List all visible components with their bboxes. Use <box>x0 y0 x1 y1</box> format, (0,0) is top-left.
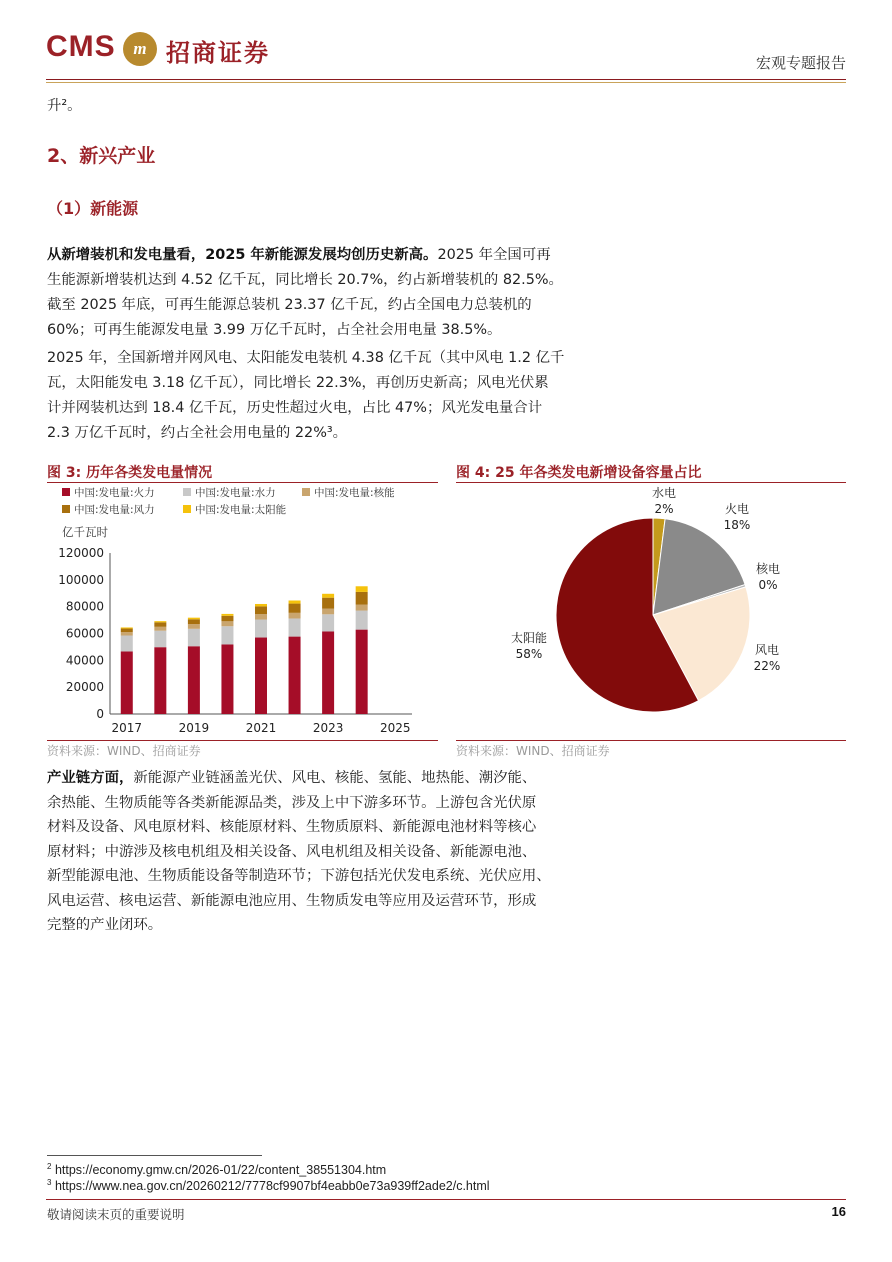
header-divider-accent <box>46 82 846 83</box>
y-tick-label: 100000 <box>58 572 104 587</box>
x-tick-label: 2025 <box>379 721 411 735</box>
bar-segment <box>289 604 301 613</box>
subsection-heading: （1）新能源 <box>47 199 139 218</box>
legend-label: 中国:发电量:核能 <box>314 487 395 499</box>
legend-swatch <box>62 505 70 513</box>
pie-slice-name: 核电 <box>755 562 781 576</box>
figure-3-top-rule <box>47 482 438 483</box>
bar-segment <box>121 632 133 635</box>
x-tick-label: 2019 <box>178 721 210 735</box>
bar-segment <box>154 621 166 622</box>
bar-segment <box>356 592 368 605</box>
bar-segment <box>356 611 368 630</box>
section-heading: 2、新兴产业 <box>47 145 156 167</box>
paragraph-3-line: 材料及设备、风电原材料、核能原材料、生物质原料、新能源电池材料等核心 <box>47 819 537 835</box>
bar-segment <box>255 604 267 606</box>
bar-segment <box>255 620 267 638</box>
paragraph-3-line: 新型能源电池、生物质能设备等制造环节；下游包括光伏发电系统、光伏应用、 <box>47 868 551 884</box>
bar-segment <box>322 609 334 615</box>
bar-segment <box>188 646 200 714</box>
bar-segment <box>322 594 334 598</box>
bar-segment <box>121 636 133 652</box>
bar-segment <box>154 622 166 626</box>
figure-4-bottom-rule <box>456 740 846 741</box>
bar-segment <box>121 629 133 633</box>
figure-4-title: 图 4: 25 年各类发电新增设备容量占比 <box>456 465 702 481</box>
bar-segment <box>289 637 301 714</box>
bar-segment <box>188 624 200 629</box>
page-number: 16 <box>831 1204 846 1219</box>
legend-swatch <box>183 488 191 496</box>
bar-segment <box>188 629 200 646</box>
report-type: 宏观专题报告 <box>755 54 846 72</box>
x-tick-label: 2023 <box>312 721 344 735</box>
pie-slice-label: 18% <box>723 518 751 532</box>
bar-chart <box>47 540 438 740</box>
bar-segment <box>356 630 368 714</box>
carry-over-line: 升²。 <box>47 98 82 114</box>
bar-segment <box>121 627 133 628</box>
legend-swatch <box>62 488 70 496</box>
paragraph-3-lead: 产业链方面， <box>47 770 134 786</box>
bar-segment <box>221 645 233 714</box>
footnote-number: 2 <box>47 1162 52 1171</box>
bar-segment <box>221 626 233 644</box>
paragraph-1-line: 60%；可再生能源发电量 3.99 万亿千瓦时，占全社会用电量 38.5%。 <box>47 322 502 338</box>
brand-logo-icon: m <box>123 32 157 66</box>
paragraph-2-line: 计并网装机达到 18.4 亿千瓦，历史性超过火电，占比 47%；风光发电量合计 <box>47 400 543 416</box>
legend-item <box>62 485 155 500</box>
paragraph-2-line: 2.3 万亿千瓦时，约占全社会用电量的 22%³。 <box>47 425 348 441</box>
x-tick-label: 2017 <box>111 721 143 735</box>
footnote-number: 3 <box>47 1178 52 1187</box>
bar-segment <box>289 600 301 603</box>
pie-slice-name: 火电 <box>724 502 750 516</box>
bar-segment <box>221 616 233 622</box>
legend-item <box>183 485 276 500</box>
bar-segment <box>322 598 334 609</box>
footnote <box>47 1162 386 1177</box>
bar-segment <box>322 631 334 714</box>
figure-4-source: 资料来源：WIND、招商证券 <box>456 744 610 758</box>
bar-segment <box>121 651 133 714</box>
legend-label: 中国:发电量:火力 <box>74 487 155 499</box>
bar-segment <box>221 621 233 626</box>
figure-4-top-rule <box>456 482 846 483</box>
y-tick-label: 80000 <box>65 599 104 614</box>
legend-label: 中国:发电量:太阳能 <box>195 504 287 516</box>
legend-swatch <box>302 488 310 496</box>
pie-chart <box>456 484 846 740</box>
footer-disclaimer: 敬请阅读末页的重要说明 <box>47 1207 185 1222</box>
paragraph-1-lead: 从新增装机和发电量看，2025 年新能源发展均创历史新高。 <box>47 247 438 263</box>
y-tick-label: 120000 <box>58 546 104 560</box>
bar-segment <box>154 631 166 648</box>
bar-segment <box>322 614 334 631</box>
y-tick-label: 0 <box>96 707 104 721</box>
paragraph-1-line: 生能源新增装机达到 4.52 亿千瓦，同比增长 20.7%，约占新增装机的 82.5%。 <box>47 272 563 288</box>
paragraph-3-line: 原材料；中游涉及核电机组及相关设备、风电机组及相关设备、新能源电池、 <box>47 843 537 860</box>
bar-segment <box>255 638 267 714</box>
figure-3-bottom-rule <box>47 740 438 741</box>
legend-label: 中国:发电量:风力 <box>74 504 155 516</box>
figure-3-title: 图 3: 历年各类发电量情况 <box>47 465 213 481</box>
paragraph-3-line: 新能源产业链涵盖光伏、风电、核能、氢能、地热能、潮汐能、 <box>133 770 537 786</box>
paragraph-1 <box>47 243 607 343</box>
bar-segment <box>154 627 166 631</box>
bar-segment <box>154 647 166 714</box>
bar-segment <box>188 619 200 624</box>
paragraph-2-line: 2025 年，全国新增并网风电、太阳能发电装机 4.38 亿千瓦（其中风电 1.2 亿千 <box>47 350 565 366</box>
paragraph-3-line: 余热能、生物质能等各类新能源品类，涉及上中下游多环节。上游包含光伏原 <box>47 794 537 811</box>
bar-segment <box>255 606 267 614</box>
footnote-link[interactable]: https://www.nea.gov.cn/20260212/7778cf9907bf4eabb0e73a939ff2ade2/c.html <box>54 1179 490 1194</box>
footer-divider <box>46 1199 846 1200</box>
paragraph-3 <box>47 766 617 938</box>
pie-slice-name: 风电 <box>754 643 780 657</box>
bar-segment <box>255 614 267 620</box>
brand-logo-text: CMS <box>46 30 116 63</box>
bar-segment <box>188 618 200 620</box>
legend-item <box>62 502 155 517</box>
pie-slice-name: 水电 <box>651 486 677 500</box>
paragraph-1-line: 截至 2025 年底，可再生能源总装机 23.37 亿千瓦，约占全国电力总装机的 <box>47 297 532 313</box>
pie-slice-label: 2% <box>654 502 674 516</box>
footnote <box>47 1178 490 1193</box>
pie-slice-label: 0% <box>758 578 778 592</box>
paragraph-3-line: 风电运营、核电运营、新能源电池应用、生物质发电等应用及运营环节，形成 <box>47 892 537 909</box>
y-axis-unit-label: 亿千瓦时 <box>62 525 108 539</box>
pie-slice-name: 太阳能 <box>510 631 548 645</box>
paragraph-1-line: 2025 年全国可再 <box>437 247 551 263</box>
y-tick-label: 60000 <box>65 626 104 641</box>
legend-item <box>183 502 286 517</box>
pie-slice-label: 58% <box>515 647 543 661</box>
y-tick-label: 40000 <box>65 653 104 668</box>
x-tick-label: 2021 <box>245 721 277 735</box>
footnote-divider <box>47 1155 262 1156</box>
legend-swatch <box>183 505 191 513</box>
bar-segment <box>289 613 301 619</box>
legend-label: 中国:发电量:水力 <box>195 487 276 499</box>
paragraph-2-line: 瓦，太阳能发电 3.18 亿千瓦），同比增长 22.3%，再创历史新高；风电光伏累 <box>47 375 549 391</box>
bar-segment <box>356 605 368 611</box>
paragraph-3-line: 完整的产业闭环。 <box>47 917 163 933</box>
bar-segment <box>289 618 301 636</box>
pie-slice-label: 22% <box>753 659 781 673</box>
y-tick-label: 20000 <box>65 680 104 695</box>
brand-name: 招商证券 <box>166 38 270 67</box>
bar-segment <box>356 586 368 592</box>
figure-3-source: 资料来源：WIND、招商证券 <box>47 744 201 758</box>
legend-item <box>302 485 395 500</box>
bar-segment <box>221 614 233 616</box>
header-divider <box>46 79 846 80</box>
footnote-link[interactable]: https://economy.gmw.cn/2026-01/22/content_38551304.htm <box>54 1163 387 1178</box>
paragraph-2 <box>47 346 607 446</box>
